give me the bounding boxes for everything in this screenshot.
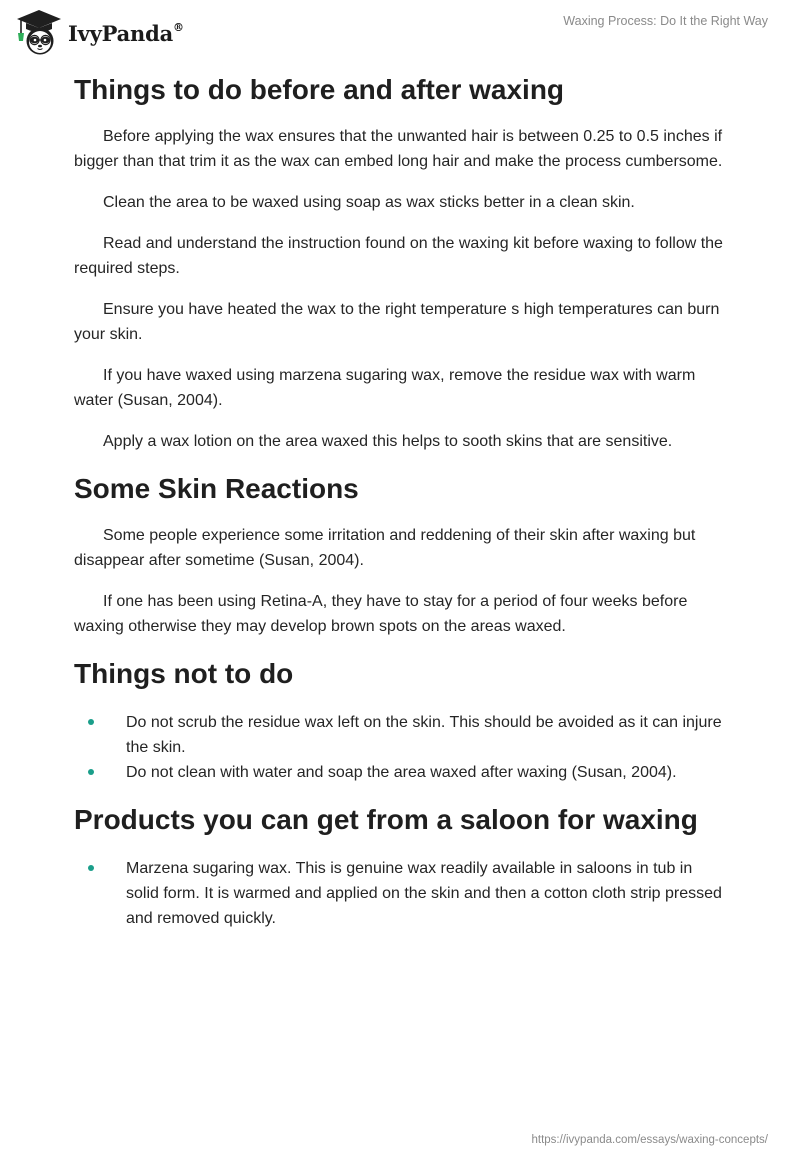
- paragraph: Read and understand the instruction found on the waxing kit before waxing to follow the required steps.: [74, 235, 723, 277]
- bullet-list: [74, 710, 724, 785]
- bullet-icon: [88, 865, 94, 871]
- list-item-text: Marzena sugaring wax. This is genuine wax readily available in saloons in tub in solid form. It is warmed and applied on the skin and then a cotton cloth strip pressed and removed quickly.: [126, 860, 722, 927]
- document-title: Waxing Process: Do It the Right Way: [563, 14, 768, 28]
- list-item: [74, 760, 724, 785]
- paragraph: Ensure you have heated the wax to the right temperature s high temperatures can burn your skin.: [74, 301, 720, 343]
- list-item-text: Do not clean with water and soap the area waxed after waxing (Susan, 2004).: [126, 764, 677, 781]
- section-heading: Things not to do: [74, 658, 294, 689]
- paragraph: Before applying the wax ensures that the unwanted hair is between 0.25 to 0.5 inches if bigger than that trim it as the wax can embed long hair and make the process cumbersome.: [74, 128, 723, 170]
- source-url[interactable]: https://ivypanda.com/essays/waxing-concepts/: [531, 1134, 768, 1146]
- list-item: [74, 856, 724, 931]
- bullet-icon: [88, 719, 94, 725]
- article-body: [74, 68, 724, 931]
- bullet-list: [74, 856, 724, 931]
- page-header: [0, 0, 800, 60]
- logo-text: IvyPanda®: [68, 20, 184, 46]
- paragraph: Apply a wax lotion on the area waxed this helps to sooth skins that are sensitive.: [103, 433, 673, 450]
- paragraph: If one has been using Retina-A, they have to stay for a period of four weeks before waxing otherwise they may develop brown spots on the areas waxed.: [74, 593, 688, 635]
- section-heading: Products you can get from a saloon for waxing: [74, 804, 698, 835]
- section-heading: Some Skin Reactions: [74, 473, 359, 504]
- paragraph: Some people experience some irritation and reddening of their skin after waxing but disappear after sometime (Susan, 2004).: [74, 527, 696, 569]
- bullet-icon: [88, 769, 94, 775]
- paragraph: If you have waxed using marzena sugaring wax, remove the residue wax with warm water (Susan, 2004).: [74, 367, 696, 409]
- section-heading: Things to do before and after waxing: [74, 74, 565, 105]
- list-item: [74, 710, 724, 760]
- panda-graduate-icon: [14, 8, 64, 56]
- list-item-text: Do not scrub the residue wax left on the skin. This should be avoided as it can injure the skin.: [126, 714, 722, 756]
- ivypanda-logo[interactable]: [14, 8, 184, 56]
- paragraph: Clean the area to be waxed using soap as wax sticks better in a clean skin.: [103, 194, 635, 211]
